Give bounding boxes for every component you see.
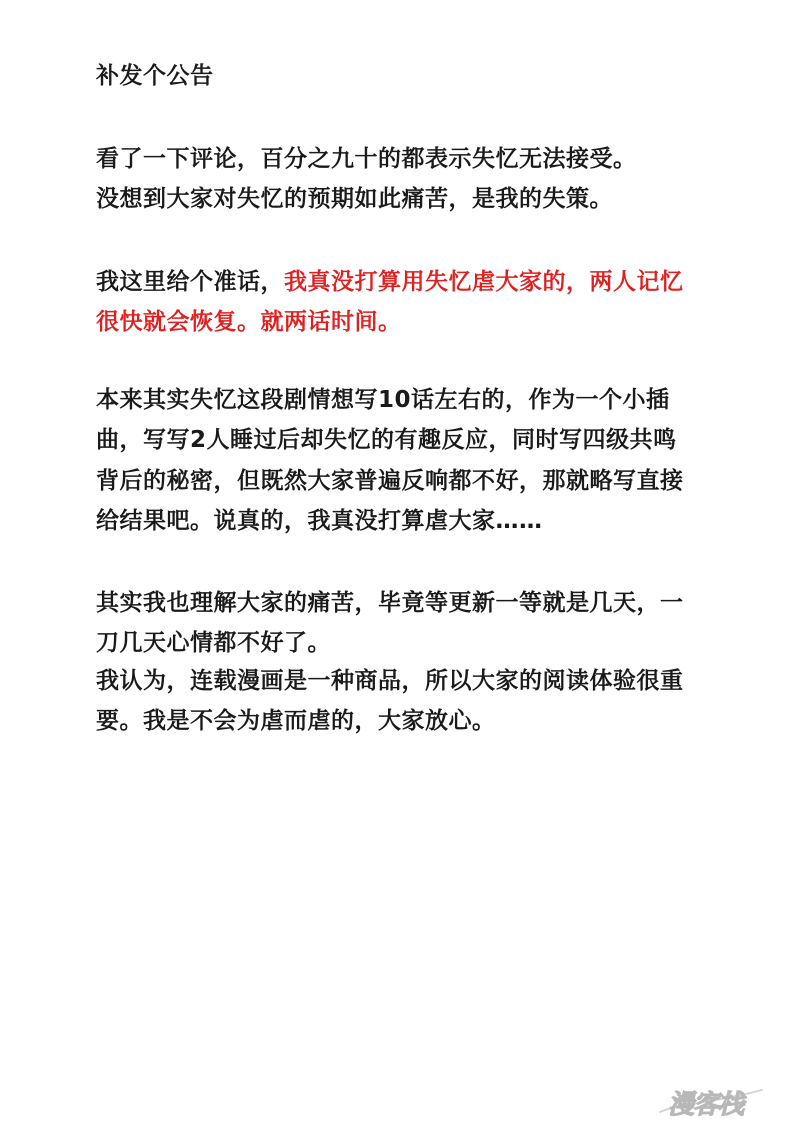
p4-line-4: 要。我是不会为虐而虐的，大家放心。 xyxy=(96,708,496,734)
p3-line-4: 给结果吧。说真的，我真没打算虐大家…… xyxy=(96,508,543,534)
p2-line-2-highlight: 很快就会恢复。就两话时间。 xyxy=(96,309,402,335)
p2-line-1 xyxy=(96,266,684,298)
p4-line-1: 其实我也理解大家的痛苦，毕竟等更新一等就是几天，一 xyxy=(96,590,684,616)
watermark-logo xyxy=(658,1082,766,1122)
p3-line-1: 本来其实失忆这段剧情想写10话左右的，作为一个小插 xyxy=(96,387,670,413)
p4-line-2: 刀几天心情都不好了。 xyxy=(96,630,331,656)
p1-line-2: 没想到大家对失忆的预期如此痛苦，是我的失策。 xyxy=(96,186,613,212)
p1-line-1: 看了一下评论，百分之九十的都表示失忆无法接受。 xyxy=(96,146,637,172)
p3-line-3: 背后的秘密，但既然大家普遍反响都不好，那就略写直接 xyxy=(96,468,684,494)
p2-line-1-plain: 我这里给个准话， xyxy=(96,269,284,295)
p2-line-1-highlight: 我真没打算用失忆虐大家的，两人记忆 xyxy=(284,269,684,295)
p3-line-2: 曲，写写2人睡过后却失忆的有趣反应，同时写四级共鸣 xyxy=(96,427,677,453)
p4-line-3: 我认为，连载漫画是一种商品，所以大家的阅读体验很重 xyxy=(96,668,684,694)
announcement-title: 补发个公告 xyxy=(96,63,214,89)
watermark-text: 漫客栈 xyxy=(668,1090,744,1120)
